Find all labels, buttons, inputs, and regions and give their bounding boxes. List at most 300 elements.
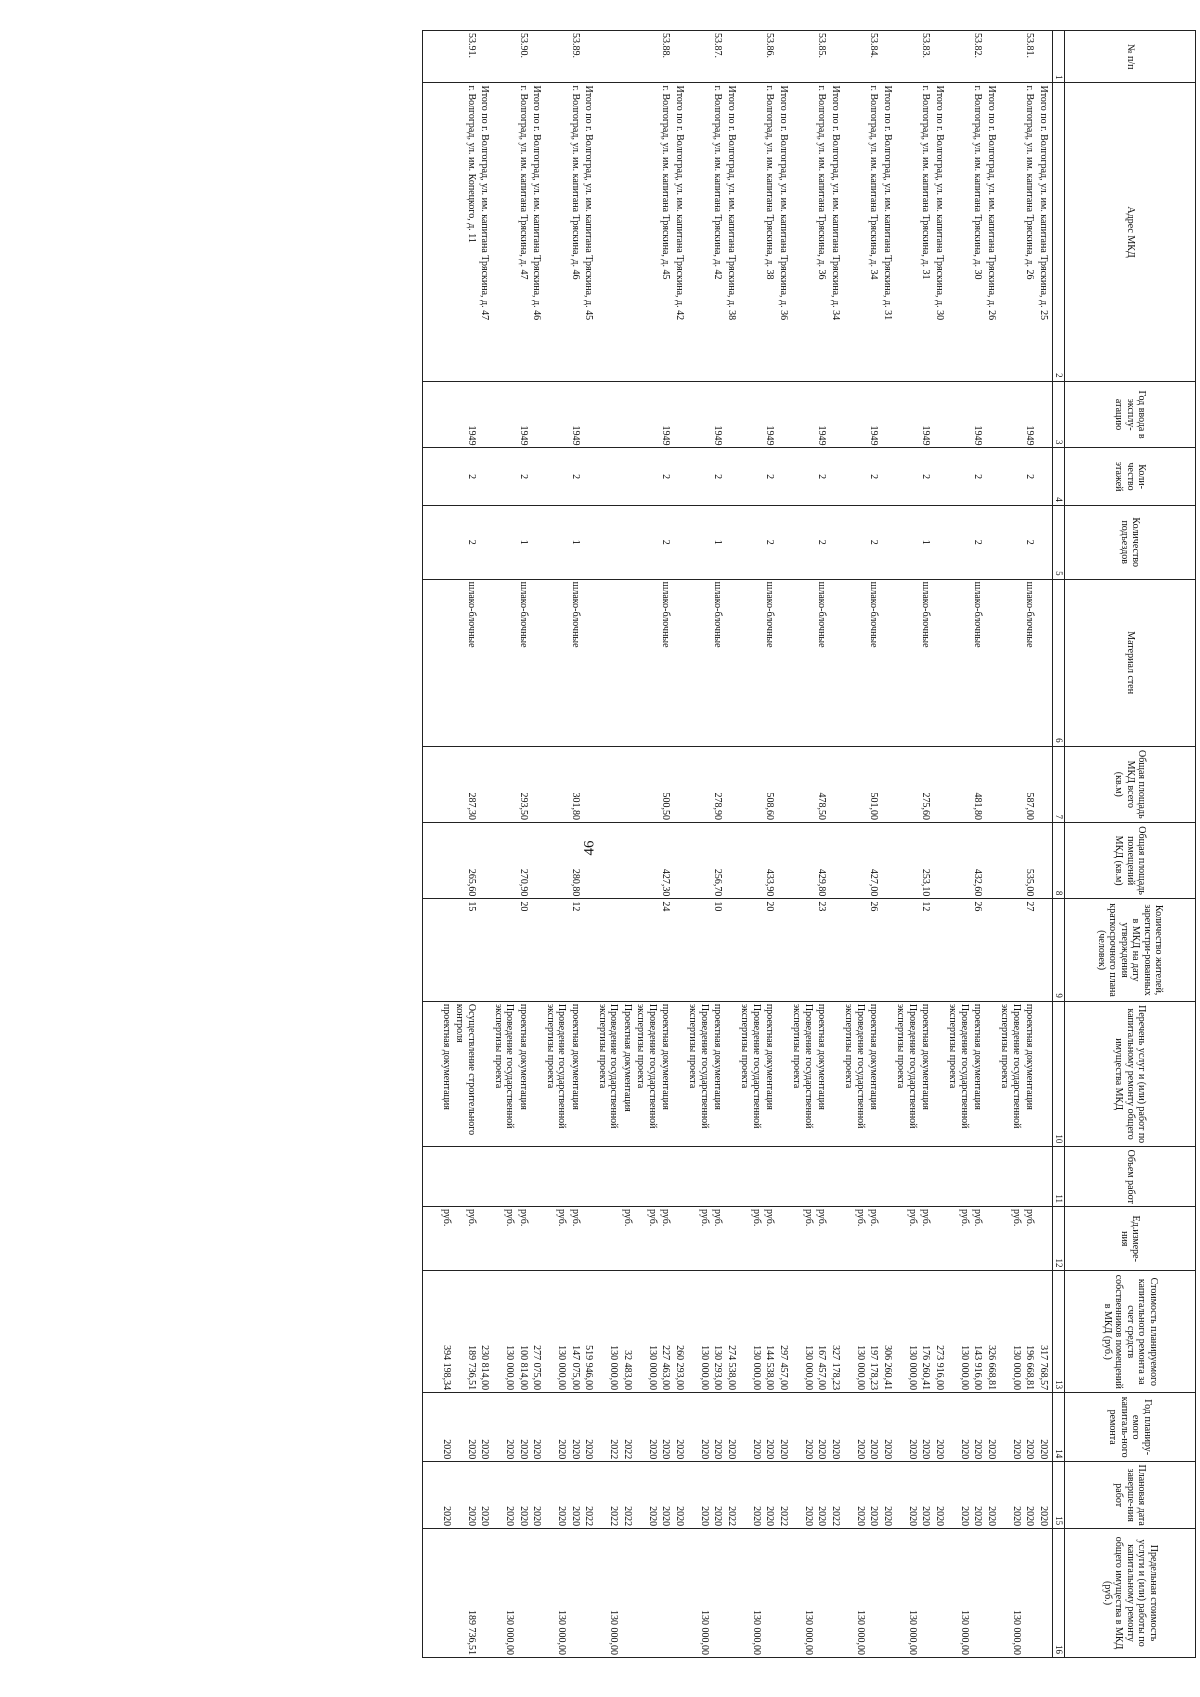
empty-cell bbox=[985, 381, 999, 448]
cost: 130 000,00 bbox=[790, 1271, 815, 1393]
empty-cell bbox=[1037, 899, 1053, 1002]
wall-material: шлако-блочные bbox=[815, 579, 829, 746]
cost: 130 000,00 bbox=[842, 1271, 867, 1393]
floors-count: 2 bbox=[1023, 448, 1037, 505]
work-name: проектная документация bbox=[440, 1001, 454, 1147]
empty-cell bbox=[478, 746, 492, 822]
empty-cell bbox=[530, 381, 544, 448]
empty-cell bbox=[686, 1147, 711, 1207]
residents-count: 26 bbox=[971, 899, 985, 1002]
empty-cell bbox=[725, 1001, 739, 1147]
table-row bbox=[815, 31, 829, 1658]
column-number: 3 bbox=[1053, 381, 1065, 448]
empty-cell bbox=[517, 1529, 531, 1658]
total-label: Итого по г. Волгоград, ул. им. капитана Тряскина, д. 30 bbox=[933, 83, 947, 381]
empty-cell bbox=[492, 83, 517, 381]
work-name: Проведение государственной экспертизы проекта bbox=[894, 1001, 919, 1147]
total-cost: 274 538,00 bbox=[725, 1271, 739, 1393]
empty-cell bbox=[998, 1147, 1023, 1207]
empty-cell bbox=[440, 822, 454, 898]
limit-cost: 130 000,00 bbox=[894, 1529, 919, 1658]
rooms-area: 280,80 bbox=[569, 822, 583, 898]
empty-cell bbox=[440, 1147, 454, 1207]
empty-cell bbox=[946, 746, 971, 822]
empty-cell bbox=[971, 1529, 985, 1658]
empty-cell bbox=[763, 1529, 777, 1658]
column-number: 9 bbox=[1053, 899, 1065, 1002]
repair-year: 2020 bbox=[517, 1393, 531, 1462]
total-cost: 317 768,57 bbox=[1037, 1271, 1053, 1393]
completion-date: 2020 bbox=[453, 1462, 478, 1529]
empty-cell bbox=[530, 822, 544, 898]
total-cost: 277 075,00 bbox=[530, 1271, 544, 1393]
empty-cell bbox=[842, 448, 867, 505]
column-number-row bbox=[1053, 31, 1065, 1658]
entrances-count: 2 bbox=[971, 505, 985, 579]
total-year: 2020 bbox=[933, 1393, 947, 1462]
empty-cell bbox=[492, 579, 517, 746]
wall-material: шлако-блочные bbox=[971, 579, 985, 746]
building-address: г. Волгоград, ул. им. капитана Тряскина, д. 30 bbox=[971, 83, 985, 381]
cost: 130 000,00 bbox=[686, 1271, 711, 1393]
empty-cell bbox=[881, 822, 895, 898]
column-header: Стоимость планируемого капитального ремонта за счет средств собственников помещений в МКД (руб.) bbox=[1065, 1271, 1196, 1393]
empty-cell bbox=[686, 822, 711, 898]
completion-date: 2020 bbox=[711, 1462, 725, 1529]
empty-cell bbox=[985, 746, 999, 822]
limit-cost: 130 000,00 bbox=[998, 1529, 1023, 1658]
repair-year: 2020 bbox=[659, 1393, 673, 1462]
total-area: 275,60 bbox=[919, 746, 933, 822]
empty-cell bbox=[933, 31, 947, 83]
work-name: проектная документация bbox=[971, 1001, 985, 1147]
empty-cell bbox=[829, 31, 843, 83]
work-name: проектная документация bbox=[815, 1001, 829, 1147]
rooms-area: 429,80 bbox=[815, 822, 829, 898]
column-header: Общая площадь МКД всего (кв.м) bbox=[1065, 746, 1196, 822]
empty-cell bbox=[621, 1529, 635, 1658]
empty-cell bbox=[544, 381, 569, 448]
empty-cell bbox=[738, 579, 763, 746]
empty-cell bbox=[985, 822, 999, 898]
total-year: 2020 bbox=[530, 1393, 544, 1462]
empty-cell bbox=[777, 1001, 791, 1147]
empty-cell bbox=[621, 31, 635, 83]
table-row bbox=[478, 31, 492, 1658]
column-number: 14 bbox=[1053, 1393, 1065, 1462]
total-date: 2022 bbox=[829, 1462, 843, 1529]
empty-cell bbox=[1037, 381, 1053, 448]
year-built: 1949 bbox=[919, 381, 933, 448]
total-year: 2020 bbox=[582, 1393, 596, 1462]
empty-cell bbox=[829, 746, 843, 822]
empty-cell bbox=[998, 83, 1023, 381]
unit: руб. bbox=[440, 1207, 454, 1271]
column-header: Количество подъездов bbox=[1065, 505, 1196, 579]
empty-cell bbox=[725, 448, 739, 505]
empty-cell bbox=[946, 505, 971, 579]
empty-cell bbox=[881, 505, 895, 579]
empty-cell bbox=[829, 448, 843, 505]
floors-count: 2 bbox=[569, 448, 583, 505]
entrances-count: 2 bbox=[867, 505, 881, 579]
entrances-count: 2 bbox=[1023, 505, 1037, 579]
empty-cell bbox=[673, 822, 687, 898]
cost: 189 736,51 bbox=[453, 1271, 478, 1393]
empty-cell bbox=[544, 31, 569, 83]
building-address: г. Волгоград, ул. им. капитана Тряскина, д. 38 bbox=[763, 83, 777, 381]
empty-cell bbox=[423, 1529, 440, 1658]
empty-cell bbox=[777, 579, 791, 746]
item-number: 53.83. bbox=[919, 31, 933, 83]
unit: руб. bbox=[790, 1207, 815, 1271]
empty-cell bbox=[1023, 1147, 1037, 1207]
repair-year: 2020 bbox=[711, 1393, 725, 1462]
empty-cell bbox=[621, 448, 635, 505]
rooms-area: 265,60 bbox=[453, 822, 478, 898]
empty-cell bbox=[544, 746, 569, 822]
work-name: Проведение государственной экспертизы проекта bbox=[842, 1001, 867, 1147]
empty-cell bbox=[423, 899, 440, 1002]
total-date: 2020 bbox=[673, 1462, 687, 1529]
column-number: 7 bbox=[1053, 746, 1065, 822]
completion-date: 2020 bbox=[492, 1462, 517, 1529]
empty-cell bbox=[894, 83, 919, 381]
repair-year: 2020 bbox=[738, 1393, 763, 1462]
cost: 144 538,00 bbox=[763, 1271, 777, 1393]
building-address: г. Волгоград, ул. им. капитана Тряскина, д. 34 bbox=[867, 83, 881, 381]
empty-cell bbox=[881, 899, 895, 1002]
unit: руб. bbox=[621, 1207, 635, 1271]
empty-cell bbox=[478, 899, 492, 1002]
empty-cell bbox=[544, 83, 569, 381]
empty-cell bbox=[738, 822, 763, 898]
work-name: проектная документация bbox=[711, 1001, 725, 1147]
column-header: Ед.измере-ния bbox=[1065, 1207, 1196, 1271]
work-name: Проектная документация bbox=[621, 1001, 635, 1147]
empty-cell bbox=[738, 83, 763, 381]
empty-cell bbox=[725, 899, 739, 1002]
empty-cell bbox=[933, 1529, 947, 1658]
empty-cell bbox=[842, 746, 867, 822]
column-header: Количество жителей, зарегистри-рованных в МКД на дату утверждения краткосрочного плана (человек) bbox=[1065, 899, 1196, 1002]
empty-cell bbox=[711, 1147, 725, 1207]
residents-count: 27 bbox=[1023, 899, 1037, 1002]
empty-cell bbox=[686, 746, 711, 822]
year-built: 1949 bbox=[763, 381, 777, 448]
residents-count: 20 bbox=[517, 899, 531, 1002]
empty-cell bbox=[634, 31, 659, 83]
unit: руб. bbox=[971, 1207, 985, 1271]
empty-cell bbox=[998, 822, 1023, 898]
empty-cell bbox=[894, 381, 919, 448]
building-address: г. Волгоград, ул. им. капитана Тряскина, д. 26 bbox=[1023, 83, 1037, 381]
empty-cell bbox=[842, 31, 867, 83]
empty-cell bbox=[659, 1147, 673, 1207]
empty-cell bbox=[933, 505, 947, 579]
total-label: Итого по г. Волгоград, ул. им. капитана Тряскина, д. 25 bbox=[1037, 83, 1053, 381]
empty-cell bbox=[894, 448, 919, 505]
empty-cell bbox=[725, 381, 739, 448]
column-number: 13 bbox=[1053, 1271, 1065, 1393]
empty-cell bbox=[919, 1147, 933, 1207]
empty-cell bbox=[440, 31, 454, 83]
limit-cost: 130 000,00 bbox=[544, 1529, 569, 1658]
total-date: 2020 bbox=[1037, 1462, 1053, 1529]
empty-cell bbox=[530, 1147, 544, 1207]
entrances-count: 1 bbox=[919, 505, 933, 579]
empty-cell bbox=[881, 448, 895, 505]
work-name: Осуществление строительного контроля bbox=[453, 1001, 478, 1147]
empty-cell bbox=[946, 31, 971, 83]
rooms-area: 427,00 bbox=[867, 822, 881, 898]
total-year: 2020 bbox=[777, 1393, 791, 1462]
empty-cell bbox=[440, 448, 454, 505]
total-date: 2022 bbox=[777, 1462, 791, 1529]
completion-date: 2020 bbox=[815, 1462, 829, 1529]
empty-cell bbox=[790, 1147, 815, 1207]
empty-cell bbox=[842, 83, 867, 381]
total-label: Итого по г. Волгоград, ул. им. капитана Тряскина, д. 38 bbox=[725, 83, 739, 381]
empty-cell bbox=[478, 1001, 492, 1147]
empty-cell bbox=[634, 83, 659, 381]
table-row bbox=[946, 31, 971, 1658]
empty-cell bbox=[894, 31, 919, 83]
cost: 130 000,00 bbox=[492, 1271, 517, 1393]
empty-cell bbox=[423, 31, 440, 83]
empty-cell bbox=[621, 505, 635, 579]
table-row bbox=[621, 31, 635, 1658]
table-row bbox=[894, 31, 919, 1658]
table-row bbox=[1023, 31, 1037, 1658]
empty-cell bbox=[998, 899, 1023, 1002]
completion-date: 2020 bbox=[659, 1462, 673, 1529]
cost: 130 000,00 bbox=[596, 1271, 621, 1393]
empty-cell bbox=[686, 448, 711, 505]
work-name: Проведение государственной экспертизы проекта bbox=[686, 1001, 711, 1147]
unit: руб. bbox=[894, 1207, 919, 1271]
total-cost: 306 260,41 bbox=[881, 1271, 895, 1393]
rooms-area: 427,30 bbox=[659, 822, 673, 898]
empty-cell bbox=[440, 505, 454, 579]
empty-cell bbox=[815, 1147, 829, 1207]
empty-cell bbox=[790, 899, 815, 1002]
empty-cell bbox=[777, 505, 791, 579]
unit: руб. bbox=[946, 1207, 971, 1271]
empty-cell bbox=[582, 1529, 596, 1658]
table-sheet bbox=[50, 30, 1196, 1658]
empty-cell bbox=[544, 822, 569, 898]
completion-date: 2020 bbox=[894, 1462, 919, 1529]
empty-cell bbox=[596, 746, 621, 822]
table-row bbox=[634, 31, 659, 1658]
entrances-count: 1 bbox=[517, 505, 531, 579]
empty-cell bbox=[492, 448, 517, 505]
item-number: 53.91. bbox=[453, 31, 478, 83]
empty-cell bbox=[478, 1147, 492, 1207]
empty-cell bbox=[867, 1147, 881, 1207]
empty-cell bbox=[596, 899, 621, 1002]
empty-cell bbox=[582, 505, 596, 579]
completion-date: 2020 bbox=[686, 1462, 711, 1529]
empty-cell bbox=[1037, 746, 1053, 822]
building-address: г. Волгоград, ул. им. капитана Тряскина, д. 36 bbox=[815, 83, 829, 381]
unit: руб. bbox=[453, 1207, 478, 1271]
empty-cell bbox=[881, 1529, 895, 1658]
total-label: Итого по г. Волгоград, ул. им. капитана Тряскина, д. 34 bbox=[829, 83, 843, 381]
limit-cost: 130 000,00 bbox=[686, 1529, 711, 1658]
column-header: Год планиру-емого капиталь-ного ремонта bbox=[1065, 1393, 1196, 1462]
empty-cell bbox=[933, 381, 947, 448]
empty-cell bbox=[673, 1207, 687, 1271]
empty-cell bbox=[777, 381, 791, 448]
wall-material: шлако-блочные bbox=[1023, 579, 1037, 746]
empty-cell bbox=[790, 381, 815, 448]
floors-count: 2 bbox=[517, 448, 531, 505]
item-number: 53.89. bbox=[569, 31, 583, 83]
empty-cell bbox=[582, 1147, 596, 1207]
empty-cell bbox=[582, 381, 596, 448]
empty-cell bbox=[985, 899, 999, 1002]
empty-cell bbox=[530, 1529, 544, 1658]
empty-cell bbox=[998, 448, 1023, 505]
empty-cell bbox=[492, 505, 517, 579]
work-name: Проведение государственной экспертизы проекта bbox=[790, 1001, 815, 1147]
column-number: 4 bbox=[1053, 448, 1065, 505]
empty-cell bbox=[881, 381, 895, 448]
cost: 227 463,00 bbox=[659, 1271, 673, 1393]
wall-material: шлако-блочные bbox=[453, 579, 478, 746]
empty-cell bbox=[582, 746, 596, 822]
empty-cell bbox=[686, 579, 711, 746]
page-number: 46 bbox=[581, 840, 598, 856]
unit: руб. bbox=[998, 1207, 1023, 1271]
year-built: 1949 bbox=[569, 381, 583, 448]
wall-material: шлако-блочные bbox=[711, 579, 725, 746]
empty-cell bbox=[998, 381, 1023, 448]
table-row bbox=[569, 31, 583, 1658]
total-date: 2020 bbox=[933, 1462, 947, 1529]
column-header: Предельная стоимость услуги и (или) работы по капитальному ремонту общего имущества в МКД (руб.) bbox=[1065, 1529, 1196, 1658]
empty-cell bbox=[842, 505, 867, 579]
repair-year: 2022 bbox=[596, 1393, 621, 1462]
total-area: 587,00 bbox=[1023, 746, 1037, 822]
empty-cell bbox=[544, 505, 569, 579]
work-name: проектная документация bbox=[1023, 1001, 1037, 1147]
empty-cell bbox=[673, 579, 687, 746]
empty-cell bbox=[829, 381, 843, 448]
completion-date: 2020 bbox=[971, 1462, 985, 1529]
empty-cell bbox=[530, 448, 544, 505]
building-address: г. Волгоград, ул. им. капитана Тряскина, д. 47 bbox=[517, 83, 531, 381]
work-name: Проведение государственной экспертизы проекта bbox=[596, 1001, 621, 1147]
empty-cell bbox=[582, 899, 596, 1002]
empty-cell bbox=[919, 1529, 933, 1658]
floors-count: 2 bbox=[919, 448, 933, 505]
year-built: 1949 bbox=[659, 381, 673, 448]
table-row bbox=[790, 31, 815, 1658]
building-address: г. Волгоград, ул. им. капитана Тряскина, д. 42 bbox=[711, 83, 725, 381]
table-row bbox=[919, 31, 933, 1658]
work-name: Проведение государственной экспертизы проекта bbox=[492, 1001, 517, 1147]
empty-cell bbox=[881, 31, 895, 83]
floors-count: 2 bbox=[815, 448, 829, 505]
total-label: Итого по г. Волгоград, ул. им. капитана Тряскина, д. 36 bbox=[777, 83, 791, 381]
empty-cell bbox=[686, 31, 711, 83]
total-area: 481,80 bbox=[971, 746, 985, 822]
empty-cell bbox=[985, 1147, 999, 1207]
unit: руб. bbox=[686, 1207, 711, 1271]
table-row bbox=[492, 31, 517, 1658]
completion-date: 2022 bbox=[621, 1462, 635, 1529]
cost: 130 000,00 bbox=[634, 1271, 659, 1393]
empty-cell bbox=[842, 1147, 867, 1207]
unit: руб. bbox=[711, 1207, 725, 1271]
empty-cell bbox=[985, 448, 999, 505]
empty-cell bbox=[423, 1271, 440, 1393]
item-number: 53.86. bbox=[763, 31, 777, 83]
empty-cell bbox=[946, 381, 971, 448]
total-cost: 326 668,81 bbox=[985, 1271, 999, 1393]
floors-count: 2 bbox=[659, 448, 673, 505]
empty-cell bbox=[423, 1147, 440, 1207]
work-name: проектная документация bbox=[763, 1001, 777, 1147]
empty-cell bbox=[894, 1147, 919, 1207]
column-header: Объем работ bbox=[1065, 1147, 1196, 1207]
unit: руб. bbox=[1023, 1207, 1037, 1271]
total-year: 2020 bbox=[829, 1393, 843, 1462]
empty-cell bbox=[544, 899, 569, 1002]
empty-cell bbox=[881, 1147, 895, 1207]
limit-cost: 130 000,00 bbox=[790, 1529, 815, 1658]
empty-cell bbox=[725, 1529, 739, 1658]
empty-cell bbox=[634, 746, 659, 822]
total-label: Итого по г. Волгоград, ул. им. капитана Тряскина, д. 46 bbox=[530, 83, 544, 381]
unit bbox=[596, 1207, 621, 1271]
total-cost: 297 457,00 bbox=[777, 1271, 791, 1393]
empty-cell bbox=[738, 899, 763, 1002]
empty-cell bbox=[492, 899, 517, 1002]
item-number: 53.85. bbox=[815, 31, 829, 83]
item-number: 53.82. bbox=[971, 31, 985, 83]
completion-date: 2022 bbox=[596, 1462, 621, 1529]
residents-count: 26 bbox=[867, 899, 881, 1002]
empty-cell bbox=[492, 31, 517, 83]
column-number: 11 bbox=[1053, 1147, 1065, 1207]
empty-cell bbox=[985, 579, 999, 746]
column-number: 16 bbox=[1053, 1529, 1065, 1658]
repair-year: 2020 bbox=[634, 1393, 659, 1462]
empty-cell bbox=[725, 822, 739, 898]
empty-cell bbox=[596, 448, 621, 505]
cost: 196 668,81 bbox=[1023, 1271, 1037, 1393]
empty-cell bbox=[440, 899, 454, 1002]
empty-cell bbox=[530, 505, 544, 579]
completion-date: 2020 bbox=[998, 1462, 1023, 1529]
empty-cell bbox=[790, 746, 815, 822]
empty-cell bbox=[725, 1207, 739, 1271]
empty-cell bbox=[440, 83, 454, 381]
building-address: г. Волгоград, ул. им. Копецкого, д. 11 bbox=[453, 83, 478, 381]
cost: 100 814,00 bbox=[517, 1271, 531, 1393]
empty-cell bbox=[985, 31, 999, 83]
completion-date: 2020 bbox=[946, 1462, 971, 1529]
repair-year: 2020 bbox=[815, 1393, 829, 1462]
item-number: 53.81. bbox=[1023, 31, 1037, 83]
empty-cell bbox=[423, 1001, 440, 1147]
cost: 130 293,00 bbox=[711, 1271, 725, 1393]
cost: 130 000,00 bbox=[894, 1271, 919, 1393]
